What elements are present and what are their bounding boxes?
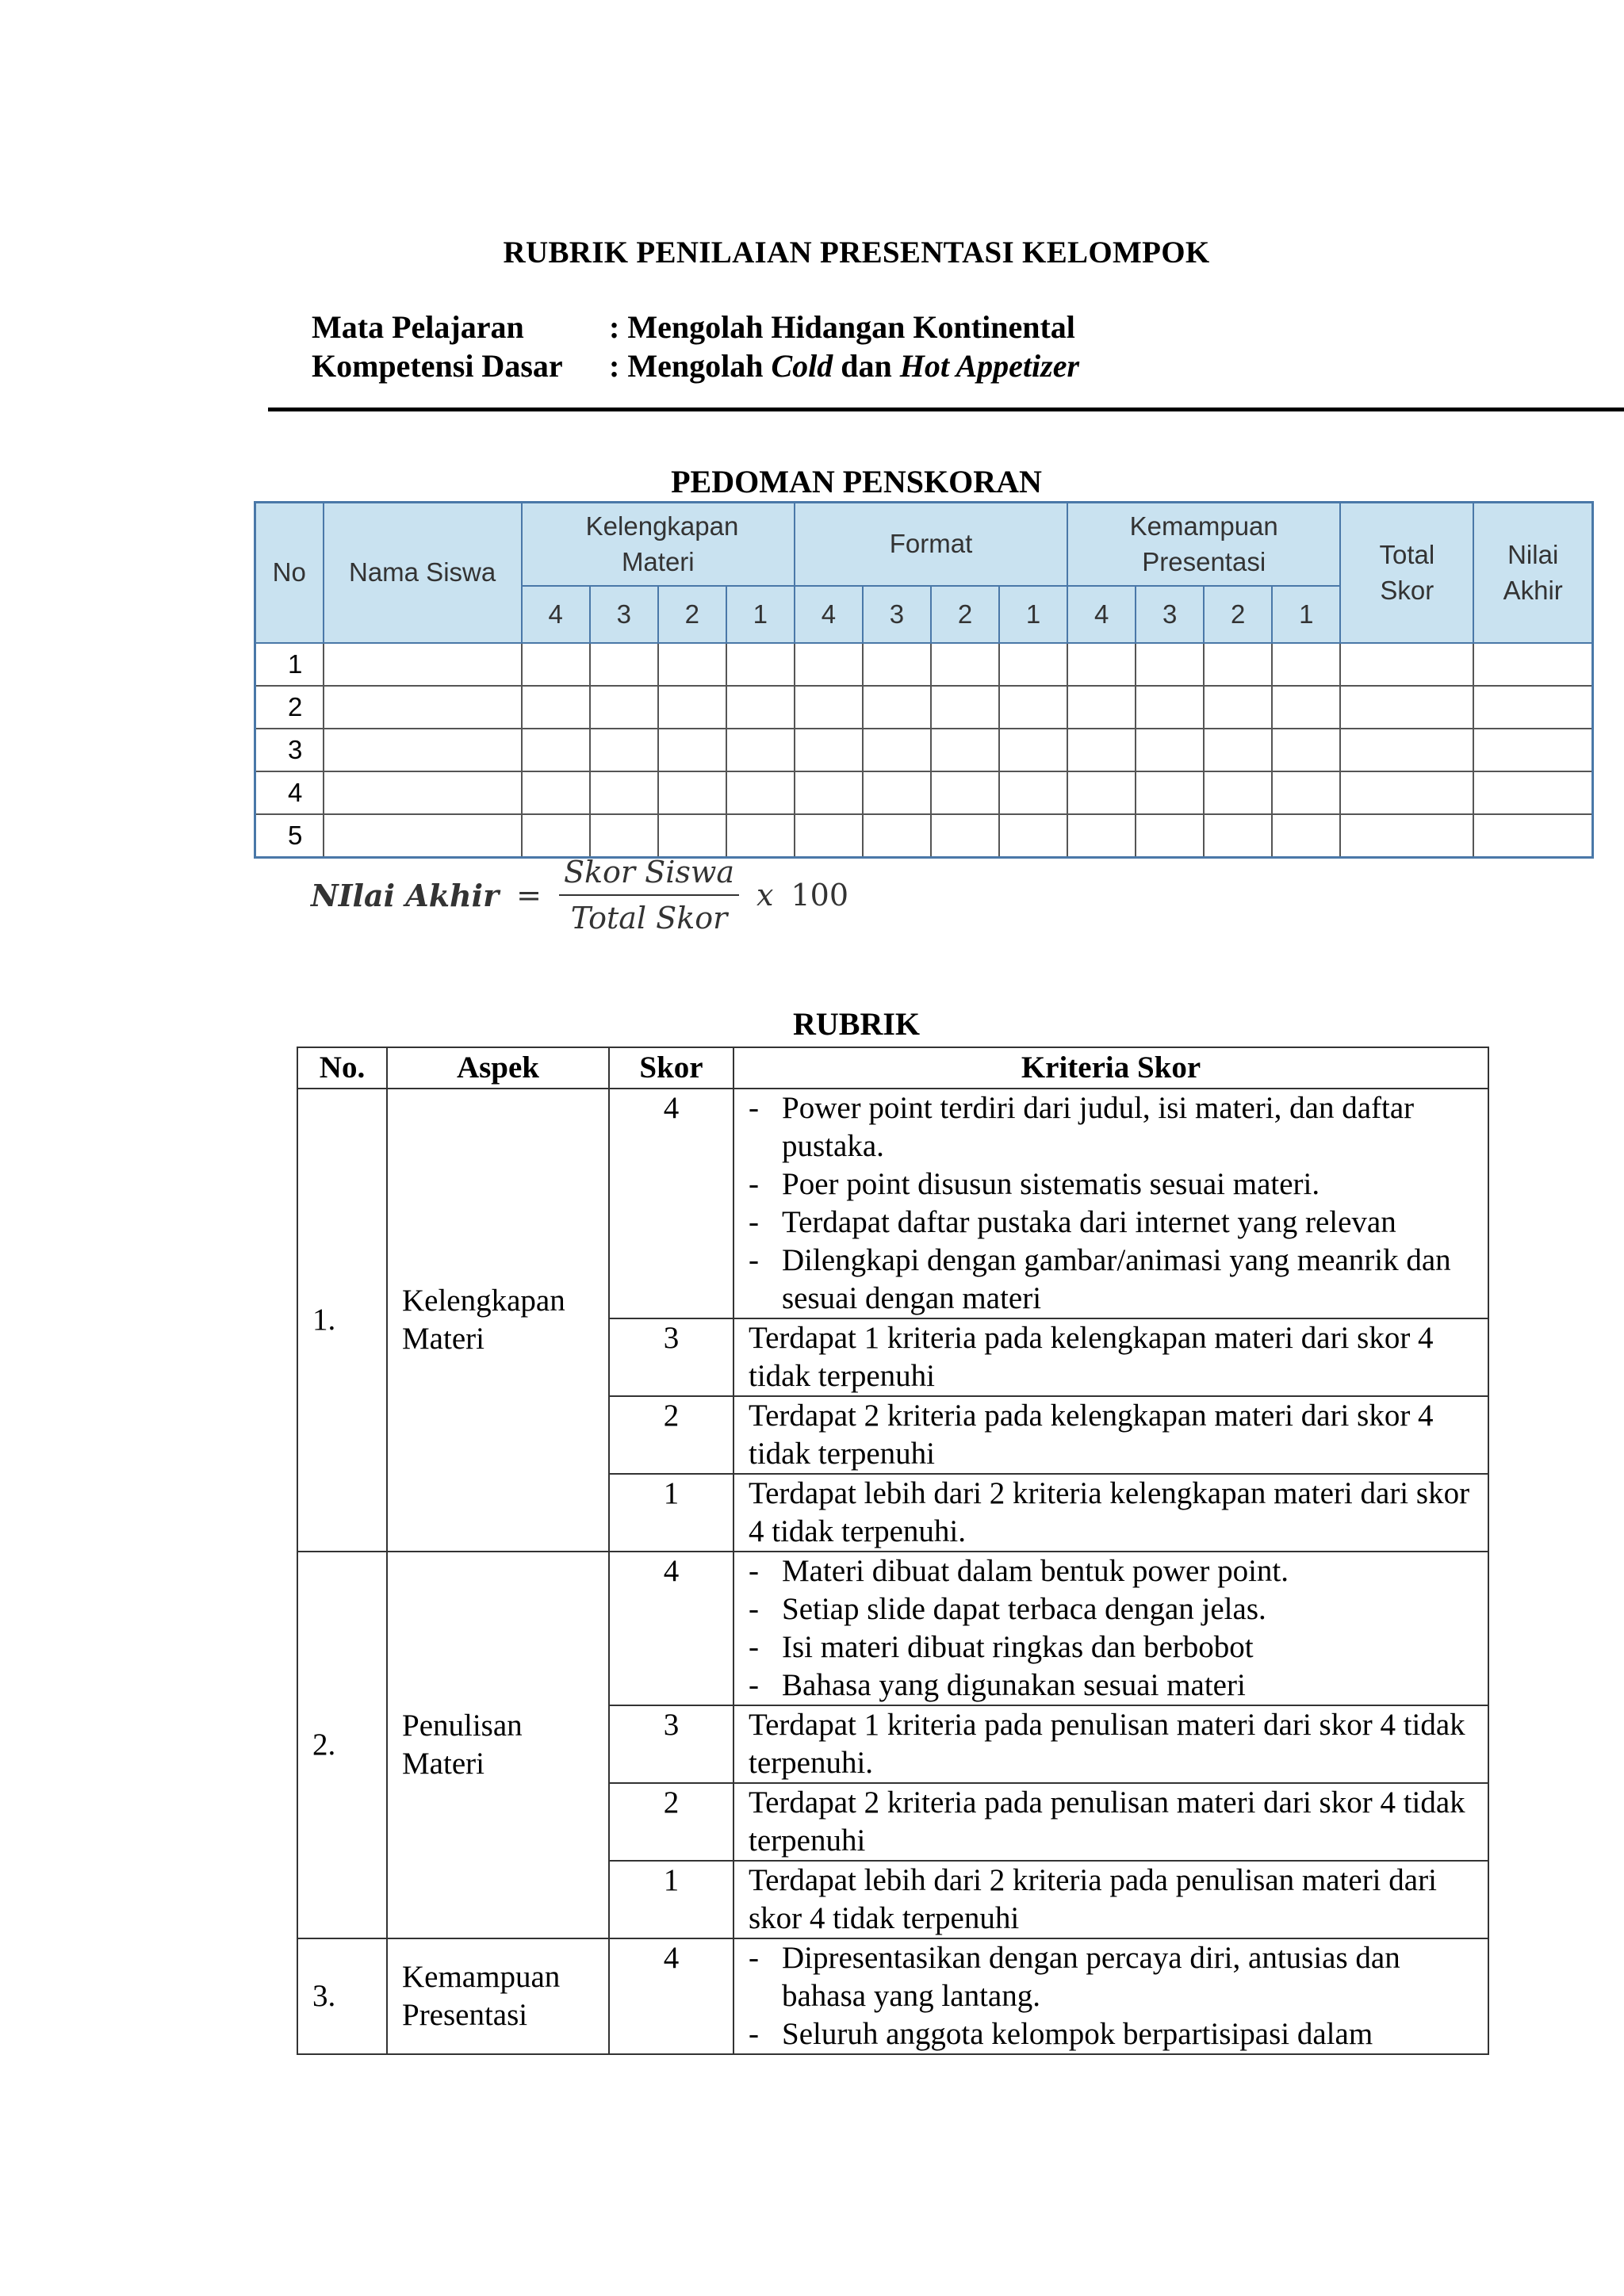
pedoman-empty-cell (1136, 771, 1204, 814)
pedoman-empty-cell (931, 814, 999, 858)
pedoman-empty-cell (658, 686, 726, 729)
score-header-kemampuan-1: 1 (1272, 586, 1340, 643)
pedoman-empty-cell (1204, 771, 1272, 814)
pedoman-empty-cell (522, 643, 590, 686)
pedoman-empty-cell (1067, 771, 1136, 814)
rubrik-score: 2 (609, 1783, 733, 1861)
rubrik-criteria: Terdapat 1 kriteria pada penulisan materi dari skor 4 tidak terpenuhi. (733, 1705, 1488, 1783)
competency-value-pre: : Mengolah (609, 348, 772, 384)
rubrik-criteria: Terdapat lebih dari 2 kriteria pada penulisan materi dari skor 4 tidak terpenuhi (733, 1861, 1488, 1938)
pedoman-row (255, 729, 1593, 771)
pedoman-empty-cell (931, 686, 999, 729)
pedoman-empty-cell (522, 771, 590, 814)
rubrik-criteria-list (749, 1552, 1480, 1705)
pedoman-empty-cell (590, 643, 658, 686)
pedoman-row (255, 771, 1593, 814)
competency-value (609, 346, 1079, 385)
pedoman-empty-cell (726, 686, 795, 729)
pedoman-empty-cell (999, 814, 1067, 858)
score-header-kelengkapan-3: 3 (590, 586, 658, 643)
pedoman-empty-cell (1340, 729, 1473, 771)
rubrik-criteria-bullet: - Bahasa yang digunakan sesuai materi (749, 1667, 1480, 1705)
rubrik-score: 4 (609, 1552, 733, 1705)
pedoman-header-total: Total Skor (1340, 503, 1473, 644)
pedoman-empty-cell (590, 729, 658, 771)
pedoman-empty-cell (726, 643, 795, 686)
pedoman-empty-cell (795, 814, 863, 858)
pedoman-empty-cell (1473, 686, 1592, 729)
rubrik-criteria-bullet: - Terdapat daftar pustaka dari internet yang relevan (749, 1203, 1480, 1242)
pedoman-empty-cell (1136, 686, 1204, 729)
rubrik-header-no: No. (297, 1047, 387, 1089)
pedoman-empty-cell (1204, 814, 1272, 858)
pedoman-header-nama: Nama Siswa (324, 503, 522, 644)
formula-numerator: Skor Siswa (559, 855, 739, 896)
pedoman-empty-cell (1340, 686, 1473, 729)
pedoman-empty-cell (1067, 686, 1136, 729)
pedoman-empty-cell (1067, 814, 1136, 858)
pedoman-empty-cell (999, 686, 1067, 729)
pedoman-empty-cell (324, 686, 522, 729)
pedoman-header-row (255, 503, 1593, 587)
pedoman-empty-cell (1340, 643, 1473, 686)
pedoman-empty-cell (863, 814, 931, 858)
rubrik-criteria-list (749, 1939, 1480, 2053)
rubrik-criteria: Terdapat lebih dari 2 kriteria kelengkapan materi dari skor 4 tidak terpenuhi. (733, 1474, 1488, 1552)
rubrik-criteria-bullet: - Materi dibuat dalam bentuk power point. (749, 1552, 1480, 1590)
pedoman-empty-cell (590, 814, 658, 858)
rubrik-row (297, 1552, 1488, 1705)
rubrik-score: 4 (609, 1089, 733, 1318)
pedoman-row-number: 2 (255, 686, 324, 729)
rubrik-row (297, 1938, 1488, 2054)
rubrik-criteria: Terdapat 2 kriteria pada penulisan materi dari skor 4 tidak terpenuhi (733, 1783, 1488, 1861)
rubrik-header-kriteria: Kriteria Skor (733, 1047, 1488, 1089)
score-header-kelengkapan-2: 2 (658, 586, 726, 643)
pedoman-empty-cell (324, 814, 522, 858)
rubrik-header-skor: Skor (609, 1047, 733, 1089)
pedoman-row-number: 3 (255, 729, 324, 771)
pedoman-empty-cell (1272, 643, 1340, 686)
rubrik-aspect-name: Kelengkapan Materi (387, 1089, 609, 1552)
rubrik-criteria (733, 1938, 1488, 2054)
score-header-kemampuan-4: 4 (1067, 586, 1136, 643)
rubrik-row (297, 1089, 1488, 1318)
pedoman-empty-cell (1204, 643, 1272, 686)
pedoman-empty-cell (999, 729, 1067, 771)
competency-row (312, 346, 1079, 385)
rubrik-criteria-bullet: - Seluruh anggota kelompok berpartisipasi dalam (749, 2015, 1480, 2053)
pedoman-empty-cell (1136, 643, 1204, 686)
pedoman-empty-cell (726, 814, 795, 858)
pedoman-empty-cell (1340, 771, 1473, 814)
pedoman-empty-cell (1272, 771, 1340, 814)
pedoman-title: PEDOMAN PENSKORAN (671, 464, 1042, 499)
pedoman-empty-cell (863, 729, 931, 771)
document-meta (312, 308, 1079, 385)
pedoman-empty-cell (726, 771, 795, 814)
pedoman-header-nilai: Nilai Akhir (1473, 503, 1592, 644)
rubrik-score: 3 (609, 1318, 733, 1396)
score-header-format-4: 4 (795, 586, 863, 643)
rubrik-criteria (733, 1552, 1488, 1705)
pedoman-empty-cell (931, 729, 999, 771)
rubrik-criteria: Terdapat 1 kriteria pada kelengkapan materi dari skor 4 tidak terpenuhi (733, 1318, 1488, 1396)
pedoman-empty-cell (863, 686, 931, 729)
pedoman-empty-cell (795, 643, 863, 686)
rubrik-aspect-name: Kemampuan Presentasi (387, 1938, 609, 2054)
pedoman-row-number: 5 (255, 814, 324, 858)
rubrik-score: 2 (609, 1396, 733, 1474)
pedoman-header-kemampuan: Kemampuan Presentasi (1067, 503, 1340, 587)
rubrik-criteria-bullet: - Setiap slide dapat terbaca dengan jelas. (749, 1590, 1480, 1628)
pedoman-row-number: 4 (255, 771, 324, 814)
pedoman-empty-cell (658, 771, 726, 814)
pedoman-empty-cell (795, 771, 863, 814)
pedoman-empty-cell (590, 686, 658, 729)
competency-value-cold: Cold (771, 348, 833, 384)
rubrik-score: 3 (609, 1705, 733, 1783)
rubrik-criteria-bullet: - Isi materi dibuat ringkas dan berbobot (749, 1628, 1480, 1667)
pedoman-empty-cell (522, 729, 590, 771)
rubrik-criteria: Terdapat 2 kriteria pada kelengkapan materi dari skor 4 tidak terpenuhi (733, 1396, 1488, 1474)
formula-lhs: NIlai Akhir (311, 877, 500, 913)
competency-value-hot: Hot Appetizer (899, 348, 1080, 384)
rubrik-aspect-number: 2. (297, 1552, 387, 1938)
pedoman-body (255, 643, 1593, 858)
pedoman-empty-cell (658, 814, 726, 858)
rubrik-score: 4 (609, 1938, 733, 2054)
formula-denominator: Total Skor (570, 901, 728, 936)
pedoman-row-number: 1 (255, 643, 324, 686)
pedoman-empty-cell (1473, 771, 1592, 814)
rubrik-criteria-bullet: - Poer point disusun sistematis sesuai materi. (749, 1165, 1480, 1203)
pedoman-empty-cell (1272, 729, 1340, 771)
pedoman-header-format: Format (795, 503, 1067, 587)
rubrik-criteria-bullet: - Power point terdiri dari judul, isi materi, dan daftar pustaka. (749, 1089, 1480, 1165)
pedoman-empty-cell (1204, 686, 1272, 729)
competency-value-mid: dan (833, 348, 900, 384)
pedoman-header-kelengkapan: Kelengkapan Materi (522, 503, 795, 587)
score-header-format-2: 2 (931, 586, 999, 643)
rubrik-criteria-bullet: - Dilengkapi dengan gambar/animasi yang meanrik dan sesuai dengan materi (749, 1242, 1480, 1318)
rubrik-header-aspek: Aspek (387, 1047, 609, 1089)
pedoman-empty-cell (931, 771, 999, 814)
pedoman-empty-cell (1473, 814, 1592, 858)
score-header-kelengkapan-4: 4 (522, 586, 590, 643)
score-header-kemampuan-2: 2 (1204, 586, 1272, 643)
pedoman-table (254, 501, 1594, 859)
score-header-kelengkapan-1: 1 (726, 586, 795, 643)
rubrik-aspect-name: Penulisan Materi (387, 1552, 609, 1938)
pedoman-empty-cell (658, 729, 726, 771)
pedoman-row (255, 643, 1593, 686)
pedoman-empty-cell (1340, 814, 1473, 858)
score-header-kemampuan-3: 3 (1136, 586, 1204, 643)
pedoman-empty-cell (999, 771, 1067, 814)
competency-label: Kompetensi Dasar (312, 348, 563, 384)
pedoman-empty-cell (590, 771, 658, 814)
rubrik-criteria-list (749, 1089, 1480, 1318)
rubrik-aspect-number: 1. (297, 1089, 387, 1552)
pedoman-empty-cell (324, 771, 522, 814)
pedoman-empty-cell (999, 643, 1067, 686)
pedoman-empty-cell (795, 729, 863, 771)
pedoman-empty-cell (1067, 729, 1136, 771)
subject-row (312, 308, 1079, 346)
formula-times: x (756, 878, 774, 913)
rubrik-title: RUBRIK (792, 1006, 921, 1042)
score-header-format-3: 3 (863, 586, 931, 643)
pedoman-empty-cell (863, 643, 931, 686)
pedoman-empty-cell (324, 729, 522, 771)
subject-value: : Mengolah Hidangan Kontinental (609, 309, 1075, 345)
final-score-formula (311, 855, 848, 936)
pedoman-empty-cell (658, 643, 726, 686)
pedoman-empty-cell (1204, 729, 1272, 771)
rubrik-criteria (733, 1089, 1488, 1318)
pedoman-empty-cell (931, 643, 999, 686)
rubrik-header-row (297, 1047, 1488, 1089)
pedoman-empty-cell (522, 686, 590, 729)
rubrik-criteria-bullet: - Dipresentasikan dengan percaya diri, antusias dan bahasa yang lantang. (749, 1939, 1480, 2015)
formula-multiplier: 100 (791, 878, 849, 913)
subject-label: Mata Pelajaran (312, 309, 524, 345)
pedoman-empty-cell (1473, 729, 1592, 771)
pedoman-row (255, 814, 1593, 858)
pedoman-empty-cell (1136, 814, 1204, 858)
pedoman-empty-cell (1473, 643, 1592, 686)
pedoman-row (255, 686, 1593, 729)
rubrik-score: 1 (609, 1861, 733, 1938)
pedoman-empty-cell (324, 643, 522, 686)
pedoman-empty-cell (1136, 729, 1204, 771)
pedoman-empty-cell (726, 729, 795, 771)
pedoman-empty-cell (522, 814, 590, 858)
header-divider (268, 408, 1624, 411)
formula-fraction (559, 855, 739, 936)
pedoman-empty-cell (1272, 686, 1340, 729)
pedoman-empty-cell (795, 686, 863, 729)
pedoman-header-no: No (255, 503, 324, 644)
rubrik-score: 1 (609, 1474, 733, 1552)
document-title: RUBRIK PENILAIAN PRESENTASI KELOMPOK (503, 235, 1210, 270)
formula-equals: = (516, 878, 542, 913)
score-header-format-1: 1 (999, 586, 1067, 643)
rubrik-body (297, 1089, 1488, 2054)
pedoman-empty-cell (1067, 643, 1136, 686)
pedoman-empty-cell (863, 771, 931, 814)
pedoman-empty-cell (1272, 814, 1340, 858)
rubrik-table (297, 1047, 1489, 2055)
rubrik-aspect-number: 3. (297, 1938, 387, 2054)
